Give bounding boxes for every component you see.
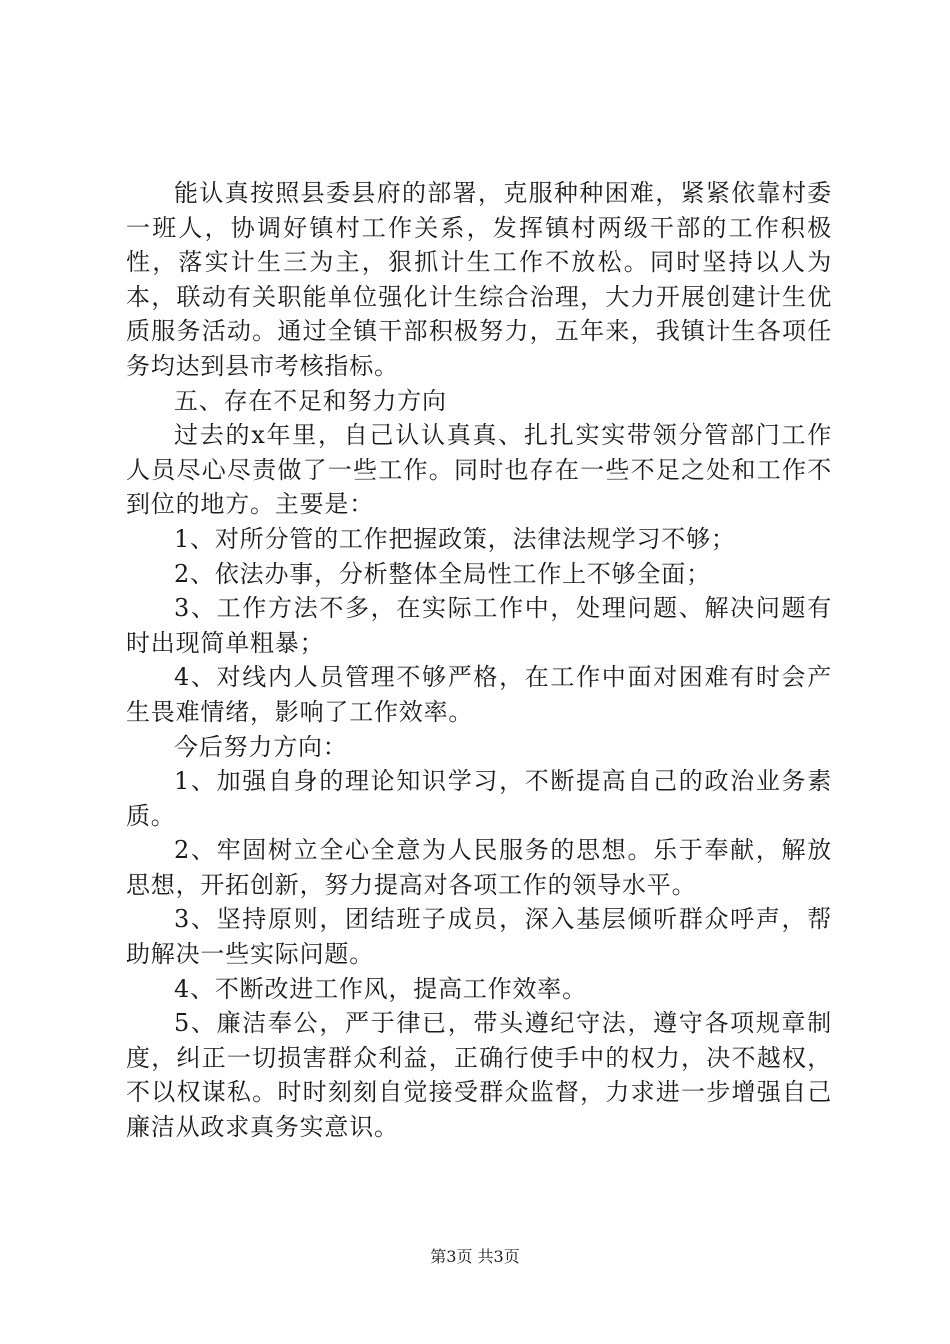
list-item: 2、依法办事，分析整体全局性工作上不够全面； xyxy=(174,559,711,588)
paragraph: 过去的x年里，自己认认真真、扎扎实实带领分管部门工作人员尽心尽责做了一些工作。同时也存在一些不足之处和工作不到位的地方。主要是： xyxy=(126,421,832,519)
section-heading: 五、存在不足和努力方向 xyxy=(174,386,447,415)
paragraph: 能认真按照县委县府的部署，克服种种困难，紧紧依靠村委一班人，协调好镇村工作关系，发挥镇村两级干部的工作积极性，落实计生三为主，狠抓计生工作不放松。同时坚持以人为本，联动有关职能单位强化计生综合治理，大力开展创建计生优质服务活动。通过全镇干部积极努力，五年来，我镇计生各项任务均达到县市考核指标。 xyxy=(126,179,832,380)
list-item: 4、对线内人员管理不够严格，在工作中面对困难有时会产生畏难情绪，影响了工作效率。 xyxy=(126,663,832,726)
list-item: 1、对所分管的工作把握政策，法律法规学习不够； xyxy=(174,524,736,553)
list-item: 4、不断改进工作风，提高工作效率。 xyxy=(174,974,587,1003)
page-footer: 第3页 共3页 xyxy=(430,1247,520,1266)
list-item: 3、坚持原则，团结班子成员，深入基层倾听群众呼声，帮助解决一些实际问题。 xyxy=(126,905,832,969)
list-item: 1、加强自身的理论知识学习，不断提高自己的政治业务素质。 xyxy=(126,767,832,830)
subheading: 今后努力方向： xyxy=(174,732,348,761)
list-item: 5、廉洁奉公，严于律已，带头遵纪守法，遵守各项规章制度，纠正一切损害群众利益，正确行使手中的权力，决不越权，不以权谋私。时时刻刻自觉接受群众监督，力求进一步增强自己廉洁从政求真务实意识。 xyxy=(126,1009,832,1142)
list-item: 3、工作方法不多，在实际工作中，处理问题、解决问题有时出现简单粗暴； xyxy=(126,594,832,657)
document-body xyxy=(126,176,832,1145)
list-item: 2、牢固树立全心全意为人民服务的思想。乐于奉献，解放思想，开拓创新，努力提高对各项工作的领导水平。 xyxy=(126,836,832,899)
